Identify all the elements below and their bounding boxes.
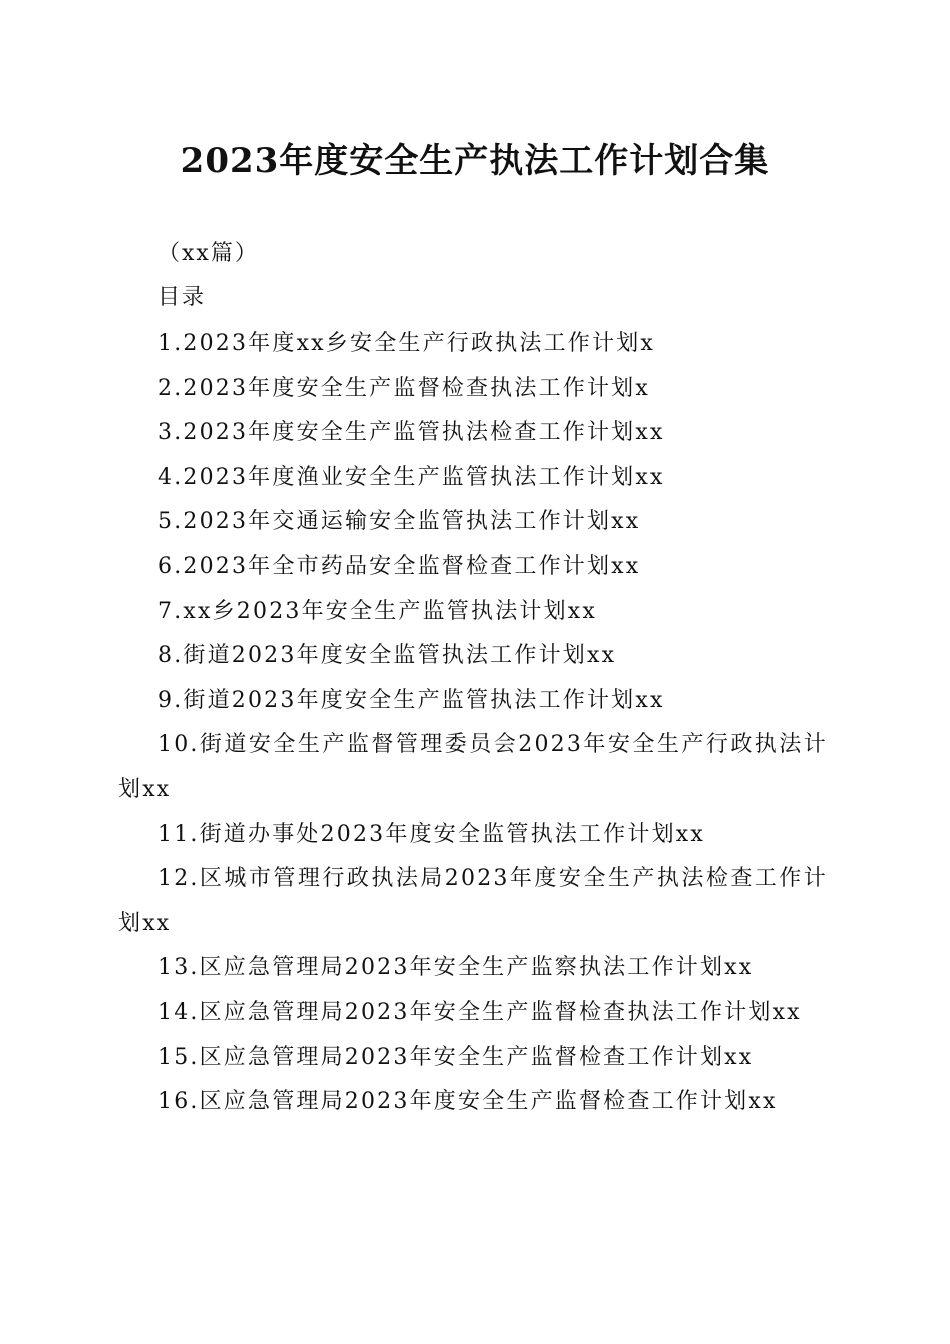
- toc-heading: 目录: [158, 285, 207, 310]
- toc-item: 2.2023年度安全生产监督检查执法工作计划x: [158, 375, 650, 401]
- toc-item: 6.2023年全市药品安全监督检查工作计划xx: [158, 553, 641, 579]
- toc-item: 5.2023年交通运输安全监管执法工作计划xx: [158, 509, 641, 535]
- toc-item: 13.区应急管理局2023年安全生产监察执法工作计划xx: [158, 955, 754, 981]
- toc-item: 11.街道办事处2023年度安全监管执法工作计划xx: [158, 821, 705, 847]
- toc-item: 7.xx乡2023年安全生产监管执法计划xx: [158, 598, 598, 624]
- toc-item: 12.区城市管理行政执法局2023年度安全生产执法检查工作计划xx: [118, 866, 828, 936]
- toc-item: 10.街道安全生产监督管理委员会2023年安全生产行政执法计划xx: [118, 732, 828, 802]
- document-subtitle: （xx篇）: [158, 241, 259, 266]
- toc-item: 4.2023年度渔业安全生产监管执法工作计划xx: [158, 464, 665, 490]
- toc-item: 15.区应急管理局2023年安全生产监督检查工作计划xx: [158, 1044, 754, 1070]
- document-title: 2023年度安全生产执法工作计划合集: [180, 141, 770, 181]
- toc-item: 8.街道2023年度安全监管执法工作计划xx: [158, 643, 617, 669]
- toc-item: 3.2023年度安全生产监管执法检查工作计划xx: [158, 420, 665, 446]
- toc-item: 1.2023年度xx乡安全生产行政执法工作计划x: [158, 331, 656, 356]
- toc-item: 14.区应急管理局2023年安全生产监督检查执法工作计划xx: [158, 999, 802, 1025]
- toc-item: 9.街道2023年度安全生产监管执法工作计划xx: [158, 687, 665, 713]
- table-of-contents: [118, 322, 828, 1125]
- toc-item: 16.区应急管理局2023年度安全生产监督检查工作计划xx: [158, 1089, 778, 1115]
